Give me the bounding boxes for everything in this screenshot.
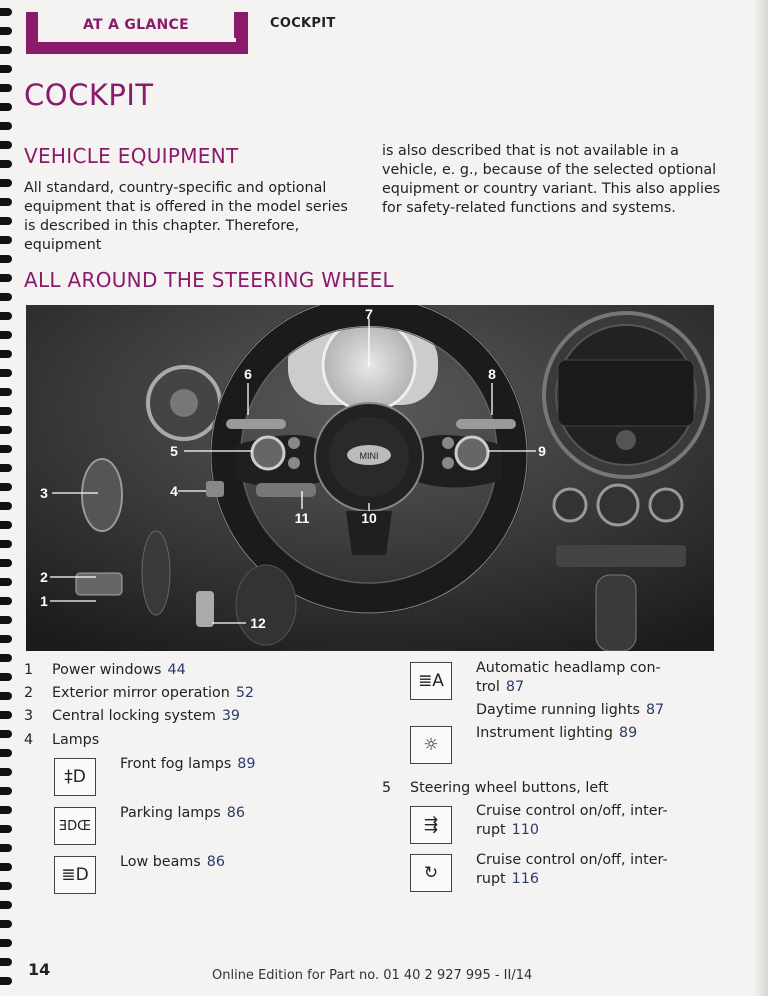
page-title: COCKPIT [24, 78, 154, 112]
binding-loop [0, 46, 12, 54]
callout-6: 6 [244, 366, 252, 382]
vehicle-equipment-text-left: All standard, country-specific and optional equipment that is offered in the model series is described in this chapter. Therefore, equipment [24, 180, 348, 253]
binding-loop [0, 293, 12, 301]
lamp-front-fog: Front fog lamps 89 [120, 756, 256, 772]
binding-loop [0, 654, 12, 662]
binding-loop [0, 350, 12, 358]
binding-loop [0, 255, 12, 263]
binding-loop [0, 122, 12, 130]
binding-loop [0, 483, 12, 491]
callout-2: 2 [40, 569, 48, 585]
daytime-running-lights: Daytime running lights 87 [476, 702, 665, 718]
binding-loop [0, 521, 12, 529]
vehicle-equipment-text-right: is also described that is not available in a vehicle, e. g., because of the selected optional equipment or country variant. This also applies for safety-related functions and systems. [382, 143, 721, 216]
binding-loop [0, 597, 12, 605]
binding-loop [0, 198, 12, 206]
header-tab-label: AT A GLANCE [38, 12, 234, 38]
binding-loop [0, 331, 12, 339]
binding-loop [0, 426, 12, 434]
binding-loop [0, 502, 12, 510]
vehicle-equipment-heading: VEHICLE EQUIPMENT [24, 144, 239, 168]
page-number: 14 [28, 960, 51, 979]
binding-loop [0, 540, 12, 548]
binding-loop [0, 787, 12, 795]
binding-loop [0, 388, 12, 396]
callout-9: 9 [538, 443, 546, 459]
steering-wheel-heading: ALL AROUND THE STEERING WHEEL [24, 268, 394, 292]
binding-loop [0, 863, 12, 871]
binding-loop [0, 711, 12, 719]
binding-loop [0, 27, 12, 35]
binding-loop [0, 692, 12, 700]
callout-4: 4 [170, 483, 178, 499]
spiral-binding [0, 0, 14, 996]
cruise-control-icon: ⇶ [410, 806, 452, 844]
parking-lamp-icon: ƎDŒ [54, 807, 96, 845]
binding-loop [0, 445, 12, 453]
binding-loop [0, 103, 12, 111]
binding-loop [0, 920, 12, 928]
binding-loop [0, 141, 12, 149]
auto-headlamp-icon: ≣A [410, 662, 452, 700]
binding-loop [0, 578, 12, 586]
callout-8: 8 [488, 366, 496, 382]
legend-item-1: 1 Power windows 44 [24, 662, 186, 678]
binding-loop [0, 749, 12, 757]
binding-loop [0, 901, 12, 909]
cruise-control-resume-icon: ↻ [410, 854, 452, 892]
binding-loop [0, 217, 12, 225]
cruise-control-1: Cruise control on/off, inter- [476, 803, 668, 819]
binding-loop [0, 8, 12, 16]
binding-loop [0, 65, 12, 73]
cruise-control-2-cont: rupt 116 [476, 871, 539, 887]
binding-loop [0, 806, 12, 814]
instrument-lighting: Instrument lighting 89 [476, 725, 638, 741]
binding-loop [0, 768, 12, 776]
binding-loop [0, 312, 12, 320]
callout-11: 11 [294, 510, 310, 526]
auto-headlamp-label-cont: trol 87 [476, 679, 525, 695]
callout-7: 7 [365, 306, 373, 322]
binding-loop [0, 179, 12, 187]
binding-loop [0, 844, 12, 852]
binding-loop [0, 236, 12, 244]
legend-right [382, 660, 722, 900]
binding-loop [0, 882, 12, 890]
header-section-label: COCKPIT [270, 16, 336, 31]
low-beam-icon: ≣D [54, 856, 96, 894]
callout-3: 3 [40, 485, 48, 501]
instrument-lighting-icon: ☼ [410, 726, 452, 764]
binding-loop [0, 274, 12, 282]
callout-5: 5 [170, 443, 178, 459]
binding-loop [0, 673, 12, 681]
legend-item-5: 5 Steering wheel buttons, left [382, 780, 609, 796]
edition-footer: Online Edition for Part no. 01 40 2 927 995 - II/14 [212, 968, 533, 980]
cockpit-photo [26, 305, 714, 651]
legend-item-2: 2 Exterior mirror operation 52 [24, 685, 255, 701]
cockpit-illustration [26, 305, 714, 651]
binding-loop [0, 635, 12, 643]
lamp-parking: Parking lamps 86 [120, 805, 245, 821]
legend-item-4: 4 Lamps [24, 732, 100, 748]
binding-loop [0, 407, 12, 415]
binding-loop [0, 939, 12, 947]
binding-loop [0, 559, 12, 567]
binding-loop [0, 730, 12, 738]
callout-10: 10 [361, 510, 377, 526]
callout-12: 12 [250, 615, 266, 631]
page-edge [754, 0, 768, 996]
binding-loop [0, 825, 12, 833]
callout-1: 1 [40, 593, 48, 609]
binding-loop [0, 369, 12, 377]
legend-item-3: 3 Central locking system 39 [24, 708, 241, 724]
cruise-control-1-cont: rupt 110 [476, 822, 539, 838]
lamp-low-beams: Low beams 86 [120, 854, 225, 870]
auto-headlamp-label: Automatic headlamp con- [476, 660, 661, 676]
legend-left [24, 662, 364, 902]
binding-loop [0, 616, 12, 624]
binding-loop [0, 160, 12, 168]
binding-loop [0, 977, 12, 985]
cruise-control-2: Cruise control on/off, inter- [476, 852, 668, 868]
front-fog-lamp-icon: ‡D [54, 758, 96, 796]
mini-logo: MINI [359, 451, 379, 461]
binding-loop [0, 84, 12, 92]
binding-loop [0, 958, 12, 966]
binding-loop [0, 464, 12, 472]
